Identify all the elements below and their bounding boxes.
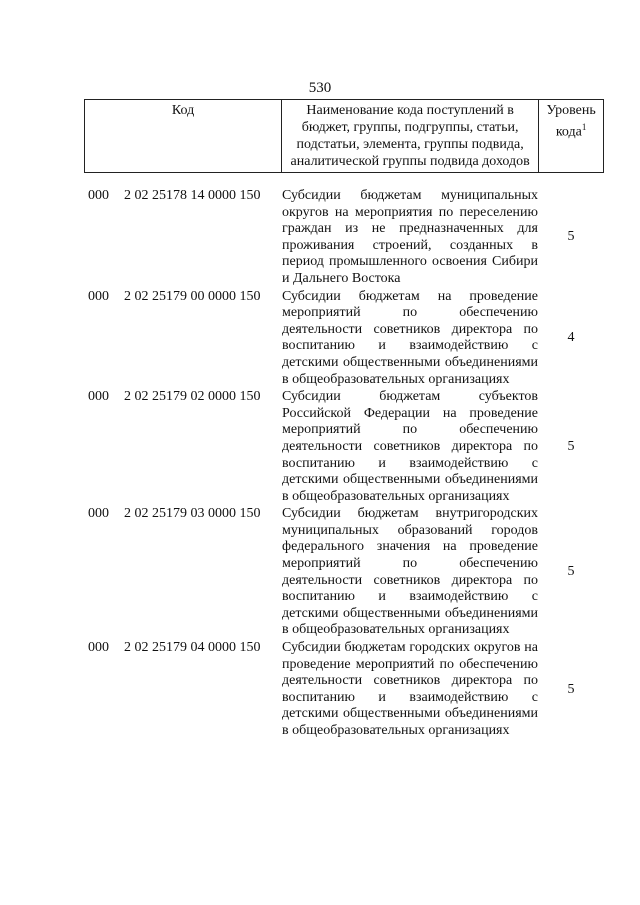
income-name: Субсидии бюджетам субъектов Российской Федерации на проведение мероприятий по обеспечению деятельности советников директора по воспитанию и взаимодействию с детскими общественными объединениями в общеобразовательных организациях bbox=[282, 389, 538, 504]
admin-code: 000 bbox=[88, 288, 109, 304]
income-code: 2 02 25179 02 0000 150 bbox=[124, 389, 261, 405]
page-number: 530 bbox=[308, 80, 332, 96]
table-header bbox=[84, 99, 604, 173]
table-row bbox=[84, 640, 604, 740]
table-body bbox=[84, 188, 604, 741]
admin-code: 000 bbox=[88, 389, 109, 405]
income-name: Субсидии бюджетам внутригородских муниципальных образований городов федерального значения на проведение мероприятий по обеспечению деятельности советников директора по воспитанию и взаимодействию с детскими общественными объединениями в общеобразовательных организациях bbox=[282, 506, 538, 638]
table-row bbox=[84, 289, 604, 389]
income-name: Субсидии бюджетам на проведение мероприятий по обеспечению деятельности советников директора по воспитанию и взаимодействию с детскими общественными объединениями в общеобразовательных организациях bbox=[282, 288, 538, 387]
income-name: Субсидии бюджетам муниципальных округов на мероприятия по переселению граждан из не предназначенных для проживания строений, созданных в период промышленного освоения Сибири и Дальнего Востока bbox=[282, 188, 538, 286]
income-code: 2 02 25178 14 0000 150 bbox=[124, 188, 261, 203]
header-level-label: Уровень кода bbox=[546, 103, 596, 140]
code-level: 5 bbox=[567, 564, 575, 580]
header-code: Код bbox=[85, 100, 282, 173]
admin-code: 000 bbox=[88, 506, 109, 522]
header-name: Наименование кода поступлений в бюджет, группы, подгруппы, статьи, подстатьи, элемента, группы подвида, аналитической группы подвида доходов bbox=[282, 100, 539, 173]
code-level: 4 bbox=[567, 330, 575, 346]
admin-code: 000 bbox=[88, 640, 109, 656]
income-name: Субсидии бюджетам городских округов на проведение мероприятий по обеспечению деятельности советников директора по воспитанию и взаимодействию с детскими общественными объединениями в общеобразовательных организациях bbox=[282, 640, 538, 738]
code-level: 5 bbox=[567, 229, 575, 245]
code-level: 5 bbox=[567, 681, 575, 697]
table-row bbox=[84, 188, 604, 288]
header-level-footnote: 1 bbox=[581, 122, 587, 132]
table-row bbox=[84, 506, 604, 639]
admin-code: 000 bbox=[88, 188, 109, 203]
table-row bbox=[84, 389, 604, 505]
income-code: 2 02 25179 00 0000 150 bbox=[124, 288, 261, 304]
income-code: 2 02 25179 04 0000 150 bbox=[124, 640, 261, 656]
income-code: 2 02 25179 03 0000 150 bbox=[124, 506, 261, 522]
header-level bbox=[539, 100, 604, 173]
code-level: 5 bbox=[567, 438, 575, 454]
